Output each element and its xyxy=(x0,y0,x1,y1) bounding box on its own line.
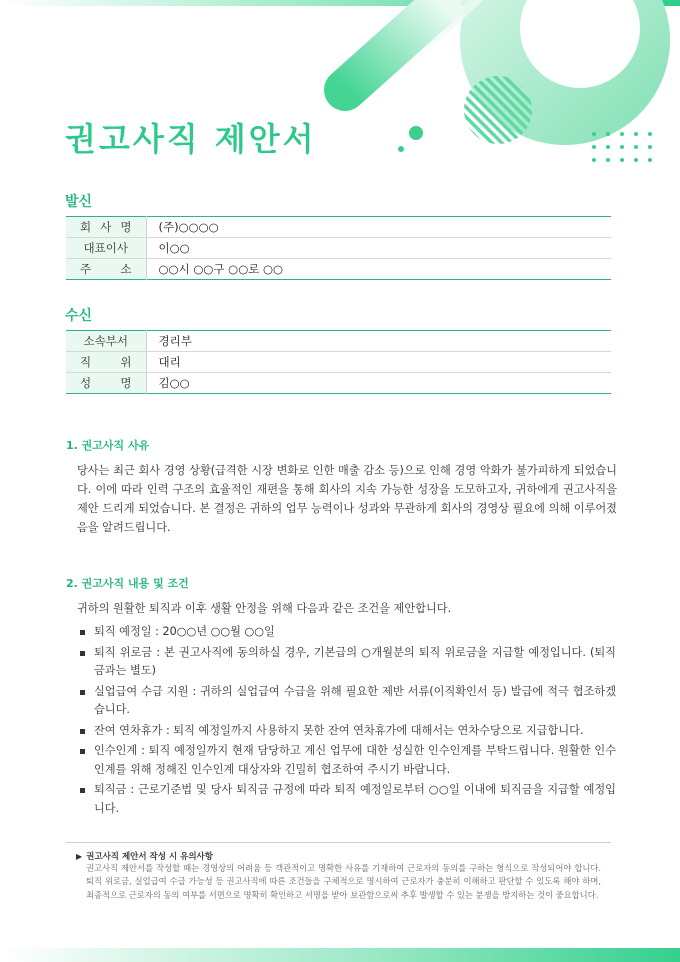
note-divider xyxy=(66,842,611,843)
table-row xyxy=(66,373,611,394)
note-title-text: 권고사직 제안서 작성 시 유의사항 xyxy=(86,852,213,862)
sender-table xyxy=(66,216,611,280)
receiver-table xyxy=(66,330,611,394)
receiver-dept-value: 경리부 xyxy=(146,331,611,352)
section2-heading: 2. 권고사직 내용 및 조건 xyxy=(66,577,189,590)
table-row xyxy=(66,238,611,259)
receiver-position-label: 직 위 xyxy=(66,352,146,373)
list-item: 퇴직 예정일 : 20○○년 ○○월 ○○일 xyxy=(80,623,616,642)
table-row xyxy=(66,217,611,238)
tiny-dot xyxy=(398,146,404,152)
section2-intro: 귀하의 원활한 퇴직과 이후 생활 안정을 위해 다음과 같은 조건을 제안합니다. xyxy=(77,602,452,615)
sender-ceo-label: 대표이사 xyxy=(66,238,146,259)
receiver-heading: 수신 xyxy=(65,308,93,324)
sender-ceo-value: 이○○ xyxy=(146,238,611,259)
receiver-name-value: 김○○ xyxy=(158,376,190,390)
sender-address-label: 주 소 xyxy=(66,259,146,280)
table-row xyxy=(66,259,611,280)
list-item: 퇴직금 : 근로기준법 및 당사 퇴직금 규정에 따라 퇴직 예정일로부터 ○○일 이내에 퇴직금을 지급할 예정입니다. xyxy=(80,781,616,818)
striped-circle xyxy=(464,76,532,144)
triangle-right-icon: ▶ xyxy=(76,852,83,861)
table-row xyxy=(66,331,611,352)
section1-heading: 1. 권고사직 사유 xyxy=(66,439,150,452)
receiver-dept-label: 소속부서 xyxy=(66,331,146,352)
bottom-accent-bar xyxy=(0,948,680,962)
sender-company-value: (주)○○○○ xyxy=(146,217,611,238)
receiver-position-value: 대리 xyxy=(146,352,611,373)
sender-heading: 발신 xyxy=(65,194,93,210)
note-heading xyxy=(76,850,213,862)
header-decoration xyxy=(0,0,680,200)
note-body: 권고사직 제안서를 작성할 때는 경영상의 어려움 등 객관적이고 명확한 사유를 기재하여 근로자의 동의를 구하는 형식으로 작성되어야 합니다. 퇴직 위로금, 실업급여 수급 가능성 등 권고사직에 따른 조건들을 구체적으로 명시하여 근로자가 충분히 이해하고 판단할 수 있도록 해야 하며, 최종적으로 근로자의 동의 여부를 서면으로 명확히 확인하고 서명을 받아 보관함으로써 추후 발생할 수 있는 분쟁을 방지하는 것이 중요합니다. xyxy=(86,863,601,900)
list-item: 실업급여 수급 지원 : 귀하의 실업급여 수급을 위해 필요한 제반 서류(이직확인서 등) 발급에 적극 협조하겠습니다. xyxy=(80,683,616,720)
sender-address-value: ○○시 ○○구 ○○로 ○○ xyxy=(158,262,284,276)
receiver-name-label: 성 명 xyxy=(66,373,146,394)
list-item: 잔여 연차휴가 : 퇴직 예정일까지 사용하지 못한 잔여 연차휴가에 대해서는 연차수당으로 지급합니다. xyxy=(80,722,616,741)
conditions-list xyxy=(80,623,616,820)
small-dot xyxy=(409,126,423,140)
sender-company-label: 회 사 명 xyxy=(66,217,146,238)
section1-body: 당사는 최근 회사 경영 상황(급격한 시장 변화로 인한 매출 감소 등)으로 인해 경영 악화가 불가피하게 되었습니다. 이에 따라 인력 구조의 효율적인 재편을 통해 회사의 지속 가능한 성장을 도모하고자, 귀하에게 권고사직을 제안 드리게 되었습니다. 본 결정은 귀하의 업무 능력이나 성과와 무관하게 회사의 경영상 필요에 의해 이루어졌음을 알려드립니다. xyxy=(77,464,617,534)
page-title: 권고사직 제안서 xyxy=(65,120,317,158)
table-row xyxy=(66,352,611,373)
list-item: 인수인계 : 퇴직 예정일까지 현재 담당하고 계신 업무에 대한 성실한 인수인계를 부탁드립니다. 원활한 인수인계를 위해 정해진 인수인계 대상자와 긴밀히 협조하여 주시기 바랍니다. xyxy=(80,742,616,779)
list-item: 퇴직 위로금 : 본 권고사직에 동의하실 경우, 기본급의 ○개월분의 퇴직 위로금을 지급할 예정입니다. (퇴직금과는 별도) xyxy=(80,644,616,681)
